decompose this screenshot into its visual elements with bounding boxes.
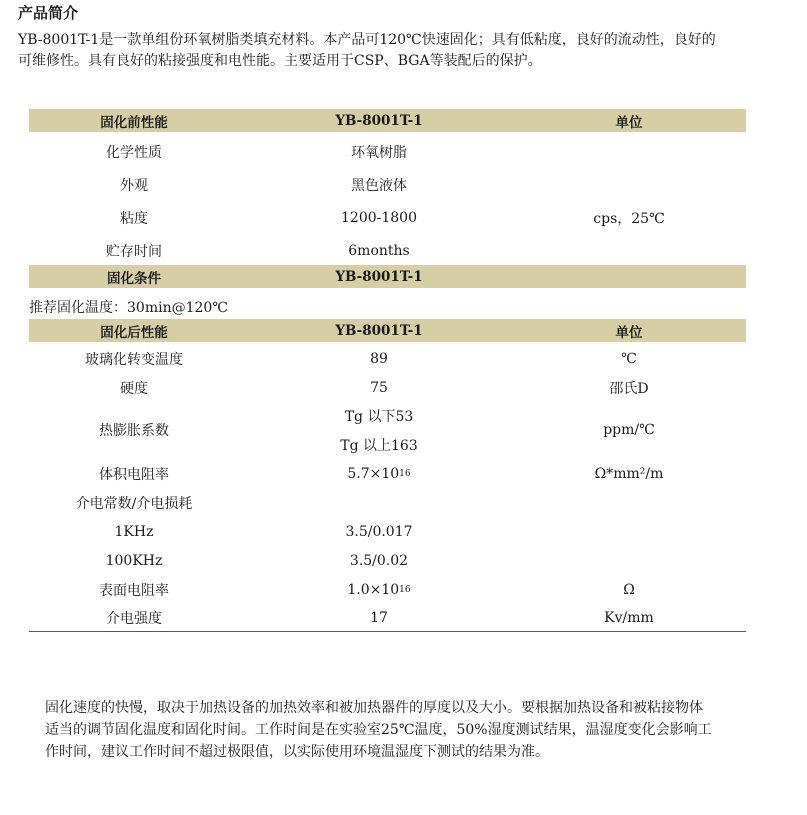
table-row: [29, 575, 746, 604]
property-label: 粘度: [120, 210, 148, 227]
footer-paragraph: [45, 697, 775, 763]
property-value: 环氧树脂: [351, 144, 407, 161]
footer-line: 固化速度的快慢，取决于加热设备的加热效率和被加热器件的厚度以及大小。要根据加热设备和被粘接物体: [45, 700, 703, 716]
table-row: [29, 488, 746, 517]
header-cell: 单位: [615, 324, 643, 341]
header-cell: YB-8001T-1: [335, 268, 423, 285]
property-value: Tg 以上163: [340, 437, 418, 454]
table-row: [29, 401, 746, 459]
property-label: 硬度: [120, 380, 148, 397]
property-unit: ppm/℃: [603, 422, 655, 438]
header-cell: 单位: [615, 114, 643, 131]
property-unit: [529, 170, 729, 199]
property-value: Tg 以下53: [344, 408, 414, 425]
property-label: 介电常数/介电损耗: [75, 495, 193, 512]
property-label: 外观: [120, 177, 148, 194]
value-exponent: 16: [399, 584, 411, 595]
property-value: [279, 459, 479, 488]
property-unit: ℃: [621, 350, 637, 367]
property-label: 表面电阻率: [99, 582, 169, 599]
property-label: 热膨胀系数: [99, 423, 169, 439]
table-row: [29, 546, 746, 575]
intro-line: YB-8001T-1是一款单组份环氧树脂类填充材料。本产品可120℃快速固化；具有低粘度，良好的流动性，良好的: [18, 32, 716, 48]
property-unit: [529, 137, 729, 166]
property-label: 贮存时间: [106, 243, 162, 260]
property-unit: [529, 546, 729, 575]
intro-paragraph: [18, 30, 778, 72]
property-unit: cps，25℃: [593, 210, 665, 227]
value-base: 1.0×10: [347, 581, 400, 598]
property-value: 17: [370, 609, 388, 626]
table-row: [29, 137, 746, 166]
post-cure-header-row: [29, 319, 746, 342]
table-row: [29, 203, 746, 232]
property-unit: Kv/mm: [604, 609, 654, 626]
table-row: [29, 373, 746, 402]
value-exponent: 16: [399, 468, 411, 479]
footer-line: 作时间，建议工作时间不超过极限值，以实际使用环境温湿度下测试的结果为准。: [45, 744, 549, 760]
property-value: 89: [370, 350, 388, 367]
property-unit: 邵氏D: [609, 380, 649, 397]
property-unit: Ω*mm²/m: [594, 465, 664, 482]
property-unit: [529, 236, 729, 265]
cure-conditions-header-row: [29, 265, 746, 288]
header-cell: 固化后性能: [100, 324, 168, 341]
property-value: 1200-1800: [341, 209, 417, 226]
property-value: 6months: [348, 242, 410, 259]
header-cell: 固化条件: [107, 270, 161, 287]
header-cell: YB-8001T-1: [335, 322, 423, 339]
property-value: 3.5/0.02: [349, 552, 409, 569]
header-cell: YB-8001T-1: [335, 112, 423, 129]
property-value: [279, 575, 479, 604]
section-title: 产品简介: [18, 4, 79, 22]
table-row: [29, 459, 746, 488]
property-label: 1KHz: [114, 523, 154, 540]
table-row: [29, 603, 746, 632]
table-row: [29, 170, 746, 199]
property-label: 玻璃化转变温度: [85, 351, 183, 368]
property-label: 介电强度: [106, 610, 162, 627]
pre-cure-header-row: [29, 109, 746, 132]
property-label: 100KHz: [105, 552, 163, 569]
intro-line: 可维修性。具有良好的粘接强度和电性能。主要适用于CSP、BGA等装配后的保护。: [18, 53, 542, 69]
property-value: 3.5/0.017: [345, 523, 413, 540]
header-cell: 固化前性能: [100, 114, 168, 131]
table-bottom-rule: [29, 631, 746, 632]
table-row: [29, 344, 746, 373]
value-base: 5.7×10: [347, 465, 400, 482]
table-row: [29, 236, 746, 265]
property-value: 75: [370, 379, 388, 396]
cure-temperature-note: 推荐固化温度：30min@120℃: [29, 300, 228, 316]
table-row: [29, 517, 746, 546]
property-unit: [529, 517, 729, 546]
property-label: 体积电阻率: [99, 466, 169, 483]
property-value: 黑色液体: [351, 177, 407, 194]
footer-line: 适当的调节固化温度和固化时间。工作时间是在实验室25℃温度，50%湿度测试结果，温湿度变化会影响工: [45, 722, 712, 738]
property-label: 化学性质: [106, 144, 162, 161]
property-unit: Ω: [623, 581, 635, 598]
